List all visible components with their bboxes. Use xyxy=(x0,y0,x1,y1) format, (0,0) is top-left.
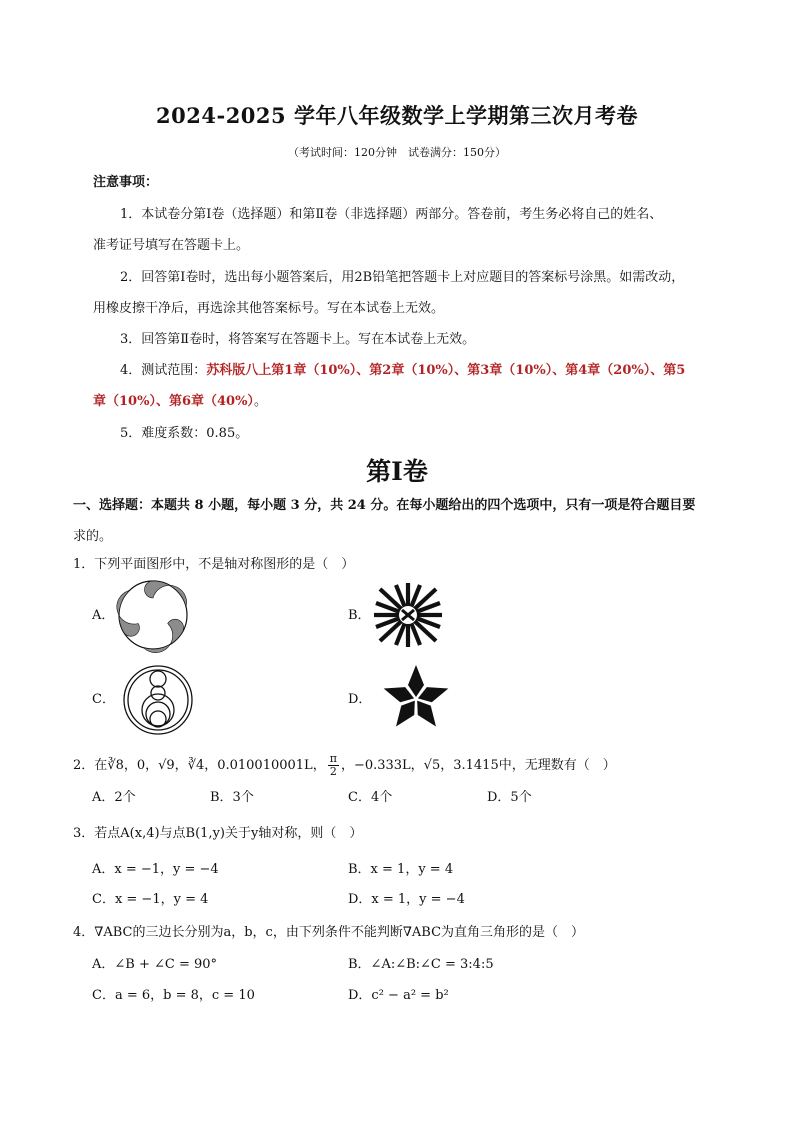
notice-item-3: 3．回答第Ⅱ卷时，将答案写在答题卡上。写在本试卷上无效。 xyxy=(120,332,476,347)
section-title: 第Ⅰ卷 xyxy=(366,457,428,486)
q1-option-b-label: B． xyxy=(348,608,371,623)
part1-instruction-cont: 求的。 xyxy=(73,529,113,544)
q4-option-a: A．∠B + ∠C = 90° xyxy=(92,957,218,972)
q2-stem xyxy=(73,753,616,778)
q1-stem: 1．下列平面图形中，不是轴对称图形的是（ ） xyxy=(73,557,355,572)
q2-option-a: A．2个 xyxy=(92,790,136,805)
q1-figure-d xyxy=(380,663,452,731)
notice-item-1b: 准考证号填写在答题卡上。 xyxy=(93,238,250,253)
q1-figure-b xyxy=(372,581,444,649)
q3-option-b: B．x = 1，y = 4 xyxy=(348,862,454,877)
notice-item-4-scope: 苏科版八上第1章（10%）、第2章（10%）、第3章（10%）、第4章（20%）、第5 xyxy=(206,363,686,378)
notice-item-4b xyxy=(93,394,267,410)
q4-stem: 4．∇ABC的三边长分别为a，b，c，由下列条件不能判断∇ABC为直角三角形的是（ ） xyxy=(73,925,585,940)
q1-option-d-label: D． xyxy=(348,692,372,707)
q4-option-c: C．a = 6，b = 8，c = 10 xyxy=(92,988,255,1003)
q2-option-d: D．5个 xyxy=(487,790,532,805)
q2-rest: ，−0.333L，√5，3.1415中，无理数有（ ） xyxy=(340,758,616,773)
q1-figure-c xyxy=(121,663,195,737)
notice-item-4a xyxy=(120,363,685,379)
q2-prefix: 2．在 xyxy=(73,758,108,773)
q3-option-d: D．x = 1，y = −4 xyxy=(348,892,465,907)
q1-option-a-label: A． xyxy=(92,608,115,623)
exam-title: 2024-2025 学年八年级数学上学期第三次月考卷 xyxy=(156,103,638,128)
notice-item-5: 5．难度系数：0.85。 xyxy=(120,426,249,441)
q3-stem: 3．若点A(x,4)与点B(1,y)关于y轴对称，则（ ） xyxy=(73,826,363,841)
notice-item-4-suffix: 。 xyxy=(253,394,267,409)
notice-item-4-scope-cont: 章（10%）、第6章（40%） xyxy=(93,394,254,409)
q2-fraction-denominator: 2 xyxy=(329,765,337,778)
q3-option-a: A．x = −1，y = −4 xyxy=(92,862,219,877)
q3-option-c: C．x = −1，y = 4 xyxy=(92,892,209,907)
q4-option-b: B．∠A:∠B:∠C = 3:4:5 xyxy=(348,957,494,972)
q2-option-c: C．4个 xyxy=(348,790,393,805)
notice-item-2b: 用橡皮擦干净后，再选涂其他答案标号。写在本试卷上无效。 xyxy=(93,301,445,316)
q2-fraction xyxy=(328,753,339,778)
notice-item-1a: 1．本试卷分第Ⅰ卷（选择题）和第Ⅱ卷（非选择题）两部分。答卷前，考生务必将自己的姓名、 xyxy=(120,207,663,222)
q4-option-d: D．c² − a² = b² xyxy=(348,988,449,1003)
notice-heading: 注意事项： xyxy=(93,175,159,190)
q1-figure-a xyxy=(115,577,191,653)
q2-numbers: ∛8，0，√9，∛4，0.010010001L， xyxy=(107,758,326,773)
notice-item-2a: 2．回答第Ⅰ卷时，选出每小题答案后，用2B铅笔把答题卡上对应题目的答案标号涂黑。如需改动， xyxy=(120,270,685,285)
notice-item-4-prefix: 4．测试范围： xyxy=(120,363,207,378)
q1-option-c-label: C． xyxy=(92,692,115,707)
exam-subtitle: （考试时间：120分钟 试卷满分：150分） xyxy=(288,146,506,159)
q2-fraction-numerator: π xyxy=(329,752,337,765)
q2-option-b: B．3个 xyxy=(210,790,254,805)
part1-instruction: 一、选择题：本题共 8 小题，每小题 3 分，共 24 分。在每小题给出的四个选项中，只有一项是符合题目要 xyxy=(73,498,696,513)
